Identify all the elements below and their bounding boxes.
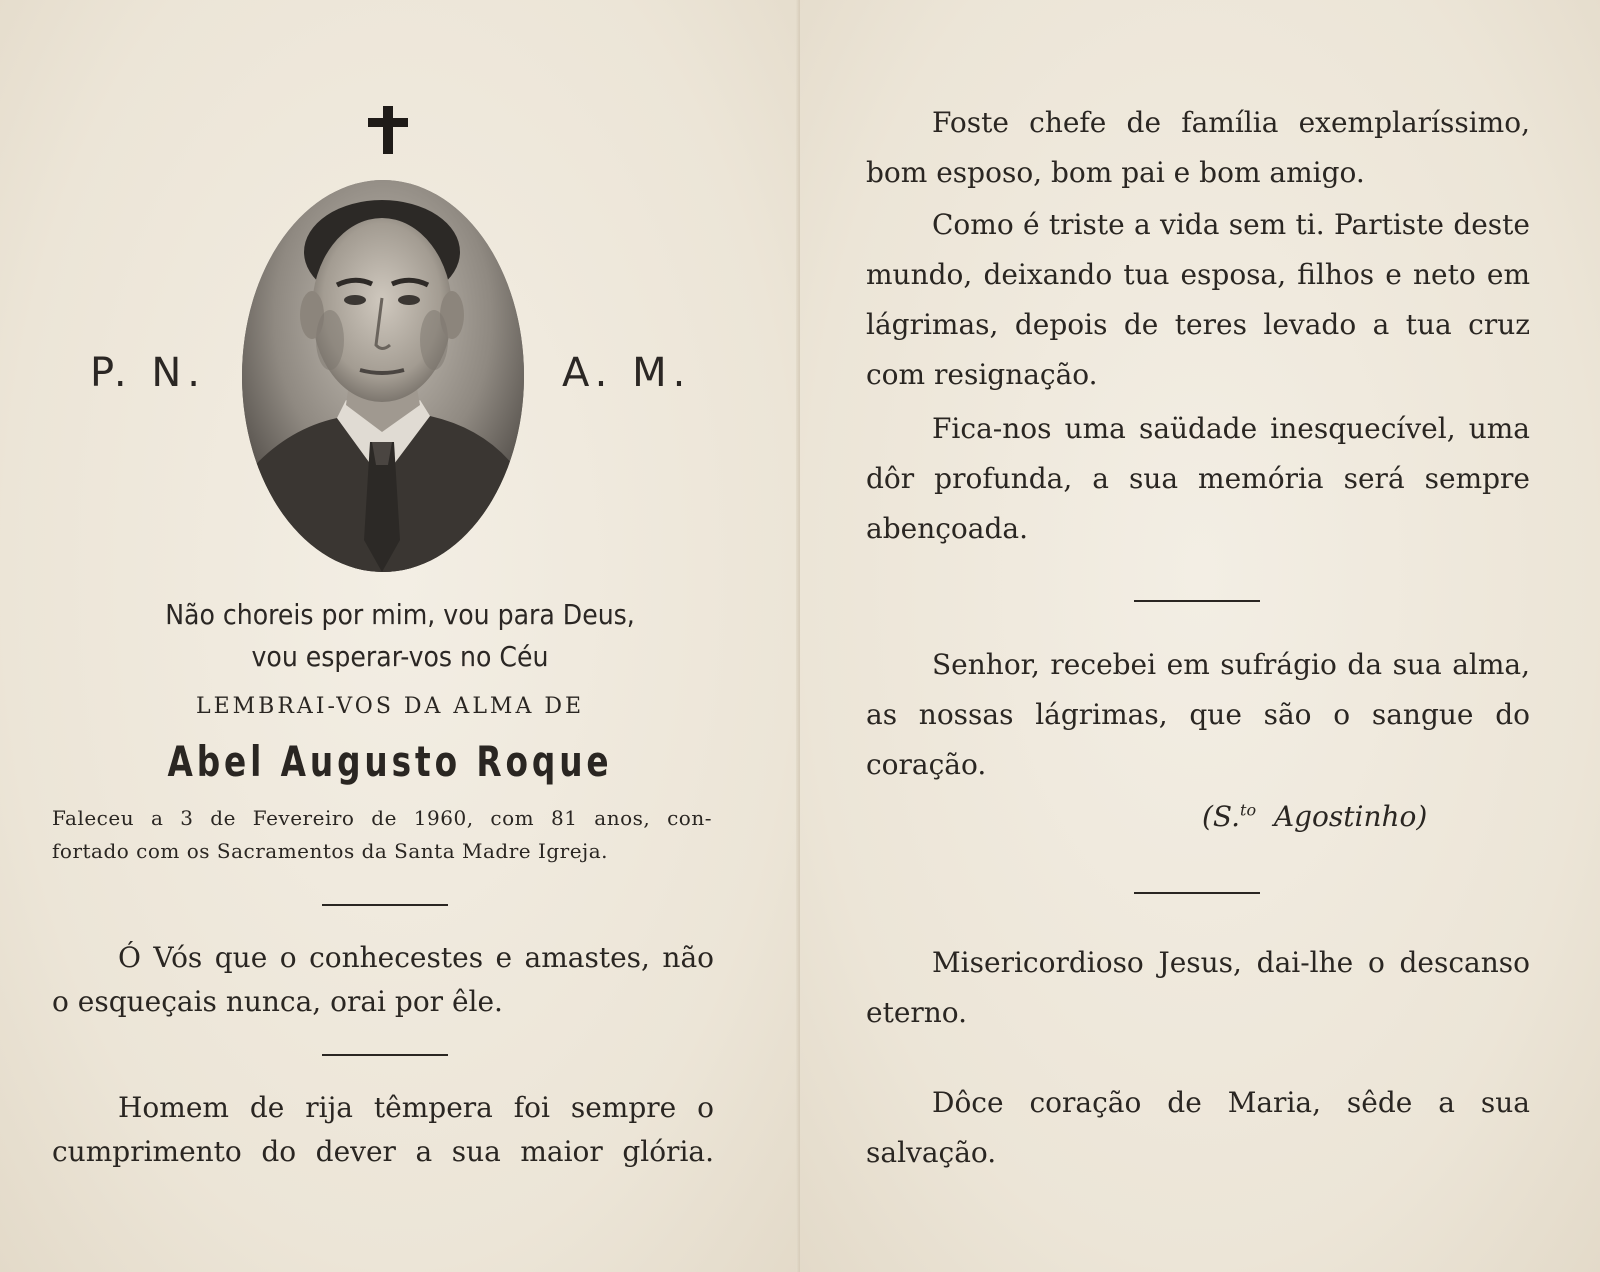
death-notice-line-2: fortado com os Sacramentos da Santa Madre Igreja.: [52, 839, 609, 863]
right-paragraph-5: Misericordioso Jesus, dai-lhe o descanso eterno.: [866, 946, 1530, 1029]
initials-right: A. M.: [562, 350, 692, 396]
portrait-photo: [242, 180, 524, 572]
right-paragraph-4: Senhor, recebei em sufrágio da sua alma, as nossas lágrimas, que são o sangue do coração.: [866, 648, 1530, 781]
quote-line-1: Não choreis por mim, vou para Deus,: [165, 598, 635, 631]
cross-icon: [368, 106, 408, 154]
lembrai-heading: LEMBRAI-VOS DA ALMA DE: [195, 694, 585, 719]
deceased-name: Abel Augusto Roque: [167, 737, 613, 786]
quote-author: [1202, 800, 1427, 833]
right-paragraph-6: Dôce coração de Maria, sêde a sua salvação.: [866, 1086, 1530, 1169]
author-sup: to: [1240, 800, 1257, 820]
divider: [322, 904, 448, 906]
quote-line-2: vou esperar-vos no Céu: [251, 640, 549, 673]
divider: [1134, 892, 1260, 894]
left-paragraph-2: Homem de rija têmpera foi sempre o cumprimento do dever a sua maior glória.: [52, 1091, 714, 1168]
right-paragraph-2: Como é triste a vida sem ti. Partiste deste mundo, deixando tua esposa, filhos e neto em lágrimas, depois de teres levado a tua cruz com resignação.: [866, 208, 1530, 391]
right-paragraph-1: Foste chefe de família exemplaríssimo, bom esposo, bom pai e bom amigo.: [866, 106, 1530, 189]
right-paragraph-3: Fica-nos uma saüdade inesquecível, uma dôr profunda, a sua memória será sempre abençoada.: [866, 412, 1530, 545]
divider: [1134, 600, 1260, 602]
death-notice-line-1: Faleceu a 3 de Fevereiro de 1960, com 81 anos, con-: [52, 806, 712, 830]
right-panel: [800, 0, 1600, 1272]
left-paragraph-1: Ó Vós que o conhecestes e amastes, não o esqueçais nunca, orai por êle.: [52, 941, 714, 1018]
author-name: Agostinho): [1273, 800, 1428, 833]
divider: [322, 1054, 448, 1056]
initials-left: P. N.: [90, 350, 206, 396]
author-prefix: (S.: [1202, 800, 1241, 833]
